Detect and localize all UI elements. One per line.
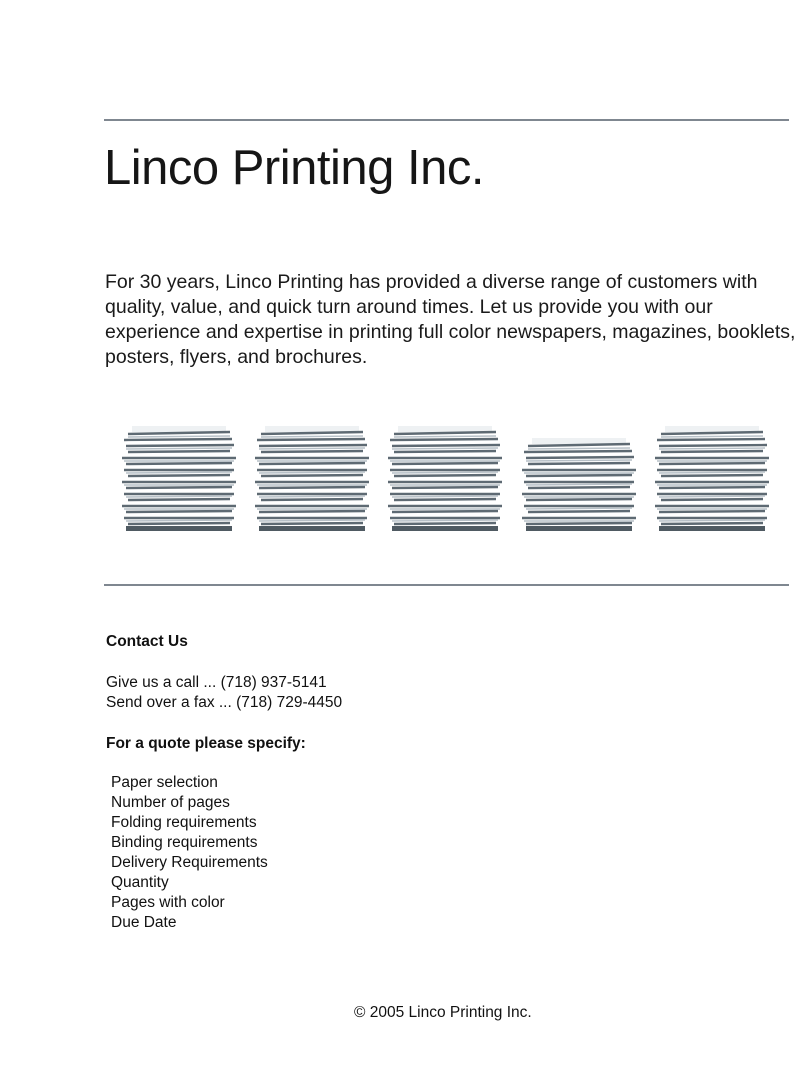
intro-paragraph: For 30 years, Linco Printing has provided a diverse range of customers with quality, value, and quick turn around times. Let us provide you with our experience and expertise in printing full color newspapers, magazines, booklets, posters, flyers, and brochures. (105, 271, 796, 368)
paper-stack-icon (651, 418, 773, 536)
contact-details (106, 673, 342, 713)
top-divider (104, 119, 789, 121)
page-title: Linco Printing Inc. (104, 141, 484, 195)
middle-divider (104, 584, 789, 586)
paper-stack-icon (384, 418, 506, 536)
list-item: Folding requirements (111, 814, 257, 831)
paper-stack-icon (251, 418, 373, 536)
paper-stacks-illustration (118, 418, 778, 538)
list-item: Binding requirements (111, 834, 258, 851)
list-item: Due Date (111, 914, 177, 931)
copyright-footer: © 2005 Linco Printing Inc. (354, 1004, 532, 1021)
fax-line: Send over a fax ... (718) 729-4450 (106, 694, 343, 711)
list-item: Delivery Requirements (111, 854, 268, 871)
paper-stack-icon (518, 418, 640, 536)
list-item: Paper selection (111, 774, 218, 791)
quote-heading: For a quote please specify: (106, 735, 306, 752)
list-item: Number of pages (111, 794, 230, 811)
paper-stack-icon (118, 418, 240, 536)
contact-heading: Contact Us (106, 633, 188, 650)
list-item: Pages with color (111, 894, 225, 911)
list-item: Quantity (111, 874, 169, 891)
phone-line: Give us a call ... (718) 937-5141 (106, 674, 327, 691)
quote-requirements-list (111, 773, 268, 933)
